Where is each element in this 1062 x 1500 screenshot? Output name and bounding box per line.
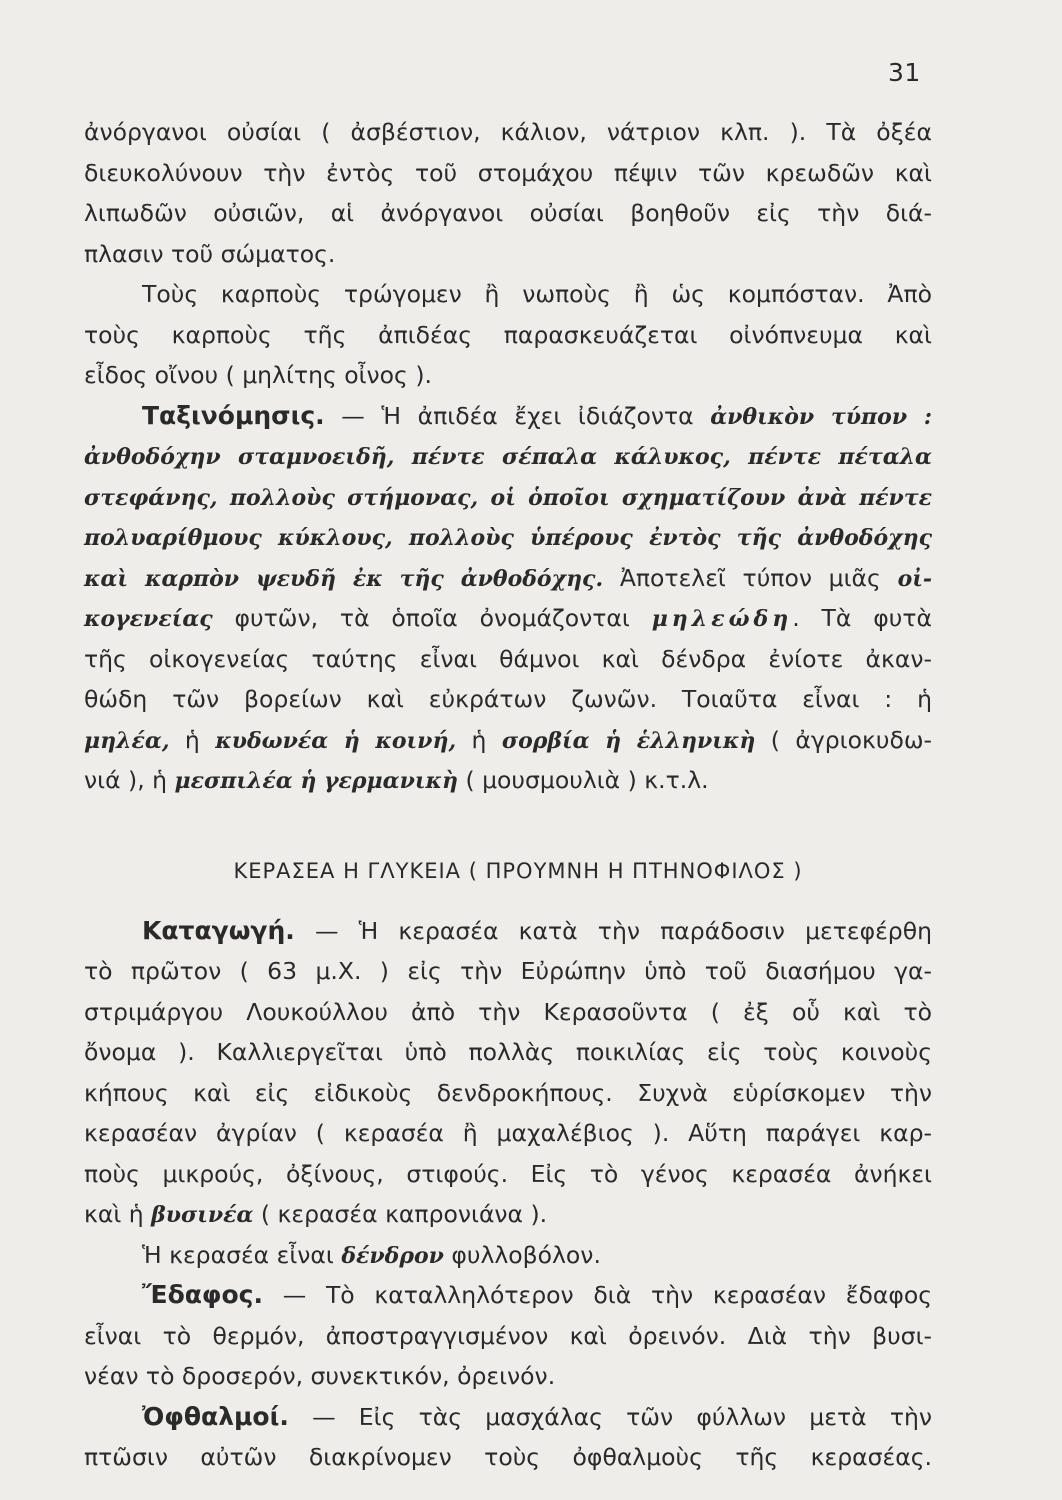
text-line: ὄνομα ). Καλλιεργεῖται ὑπὸ πολλὰς ποικιλίας εἰς τοὺς κοινοὺς xyxy=(84,1038,932,1066)
text-line: καὶ ἡ βυσινέα ( κερασέα καπρονιάνα ). xyxy=(84,1200,548,1228)
section-label-taxinomisis: Ταξινόμησις. xyxy=(142,400,325,430)
text-line: ἀνθοδόχην σταμνοειδῆ, πέντε σέπαλα κάλυκος, πέντε πέταλα xyxy=(84,444,932,470)
section-label-ofthalmoi: Ὀφθαλμοί. xyxy=(142,1401,289,1431)
text-line: κερασέαν ἀγρίαν ( κερασέα ἢ μαχαλέβιος ). Αὕτη παράγει καρ- xyxy=(84,1119,932,1147)
text-line: ποὺς μικρούς, ὀξίνους, στιφούς. Εἰς τὸ γένος κερασέα ἀνήκει xyxy=(84,1159,932,1188)
text-line: στριμάργου Λουκούλλου ἀπὸ τὴν Κερασοῦντα ( ἐξ οὗ καὶ τὸ xyxy=(84,997,932,1026)
text-line: λιπωδῶν οὐσιῶν, αἱ ἀνόργανοι οὐσίαι βοηθοῦν εἰς τὴν διά- xyxy=(84,199,932,227)
text-line: πτῶσιν αὐτῶν διακρίνομεν τοὺς ὀφθαλμοὺς τῆς κερασέας. xyxy=(84,1443,932,1471)
section-label-edafos: Ἔδαφος. xyxy=(142,1280,263,1309)
text-line: εἶναι τὸ θερμόν, ἀποστραγγισμένον καὶ ὀρεινόν. Διὰ τὴν βυσι- xyxy=(84,1321,932,1350)
text-line: νέαν τὸ δροσερόν, συνεκτικόν, ὀρεινόν. xyxy=(84,1362,556,1390)
text-line: τοὺς καρποὺς τῆς ἀπιδέας παρασκευάζεται οἰνόπνευμα καὶ xyxy=(84,320,932,349)
section-label-katagogi: Καταγωγή. xyxy=(142,915,295,945)
page-number: 31 xyxy=(888,58,921,87)
text-line: πολυαρίθμους κύκλους, πολλοὺς ὑπέρους ἐντὸς τῆς ἀνθοδόχης xyxy=(84,525,932,551)
text-line: κογενείας φυτῶν, τὰ ὁποῖα ὀνομάζονται μηλεώδη. Τὰ φυτὰ xyxy=(84,604,932,632)
text-line: καὶ καρπὸν ψευδῆ ἐκ τῆς ἀνθοδόχης. Ἀποτελεῖ τύπον μιᾶς οἰ- xyxy=(84,563,933,592)
text-line: εἶδος οἴνου ( μηλίτης οἶνος ). xyxy=(84,361,432,389)
text-line: Ταξινόμησις. — Ἡ ἀπιδέα ἔχει ἰδιάζοντα ἀνθικὸν τύπον : xyxy=(142,400,932,430)
text-line: θώδη τῶν βορείων καὶ εὐκράτων ζωνῶν. Τοιαῦτα εἶναι : ἡ xyxy=(84,685,932,713)
section-heading: ΚΕΡΑΣΕΑ Η ΓΛΥΚΕΙΑ ( ΠΡΟΥΜΝΗ Η ΠΤΗΝΟΦΙΛΟΣ ) xyxy=(233,858,803,883)
text-line: νιά ), ἡ μεσπιλέα ἡ γερμανικὴ ( μουσμουλιὰ ) κ.τ.λ. xyxy=(84,766,709,794)
text-line: Καταγωγή. — Ἡ κερασέα κατὰ τὴν παράδοσιν μετεφέρθη xyxy=(142,915,932,945)
body-text xyxy=(84,112,932,1478)
text-line: πλασιν τοῦ σώματος. xyxy=(84,239,336,268)
text-line: τὸ πρῶτον ( 63 μ.Χ. ) εἰς τὴν Εὐρώπην ὑπὸ τοῦ διασήμου γα- xyxy=(84,957,932,985)
text-line: Ἡ κερασέα εἶναι δένδρον φυλλοβόλον. xyxy=(142,1240,601,1269)
text-line: στεφάνης, πολλοὺς στήμονας, οἱ ὁποῖοι σχηματίζουν ἀνὰ πέντε xyxy=(84,484,932,511)
text-line: Ὀφθαλμοί. — Εἰς τὰς μασχάλας τῶν φύλλων μετὰ τὴν xyxy=(142,1401,932,1431)
text-line: μηλέα, ἡ κυδωνέα ἡ κοινή, ἡ σορβία ἡ ἑλληνικὴ ( ἀγριοκυδω- xyxy=(84,725,932,754)
text-line: διευκολύνουν τὴν ἐντὸς τοῦ στομάχου πέψιν τῶν κρεωδῶν καὶ xyxy=(84,158,932,187)
text-line: ἀνόργανοι οὐσίαι ( ἀσβέστιον, κάλιον, νάτριον κλπ. ). Τὰ ὀξέα xyxy=(84,118,932,146)
text-line: Ἔδαφος. — Τὸ καταλληλότερον διὰ τὴν κερασέαν ἔδαφος xyxy=(142,1280,932,1309)
text-line: κήπους καὶ εἰς εἰδικοὺς δενδροκήπους. Συχνὰ εὑρίσκομεν τὴν xyxy=(84,1078,932,1107)
text-line: Τοὺς καρποὺς τρώγομεν ἢ νωποὺς ἢ ὡς κομπόσταν. Ἀπὸ xyxy=(142,280,932,308)
text-line: τῆς οἰκογενείας ταύτης εἶναι θάμνοι καὶ δένδρα ἐνίοτε ἀκαν- xyxy=(84,644,932,673)
